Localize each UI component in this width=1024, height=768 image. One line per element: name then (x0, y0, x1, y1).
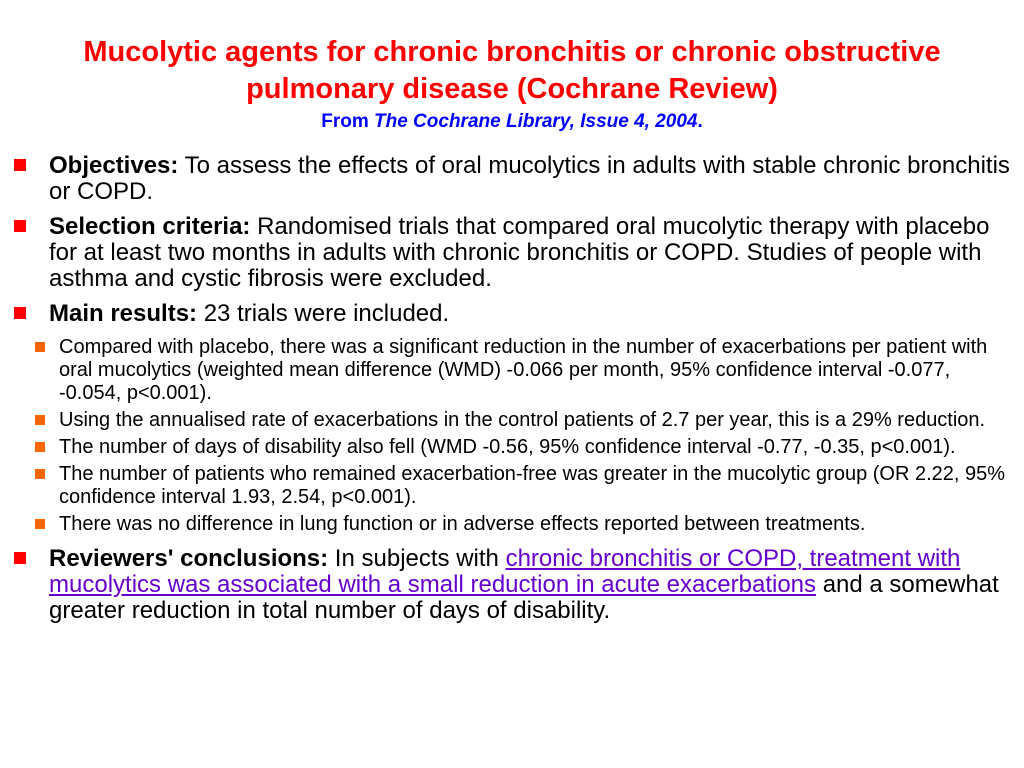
source-line (40, 110, 984, 134)
square-bullet-icon (14, 307, 26, 319)
list-item (14, 336, 1014, 405)
results-text: 23 trials were included. (197, 300, 450, 327)
source-publication: The Cochrane Library, Issue 4, 2004 (374, 111, 698, 132)
result-item-text: Compared with placebo, there was a significant reduction in the number of exacerbations per patient with oral mucolytics (weighted mean difference (WMD) -0.066 per month, 95% confidence interval -0.077, -0.054, p<0.001). (59, 336, 988, 404)
square-bullet-icon (35, 442, 45, 452)
source-prefix: From (321, 111, 374, 132)
square-bullet-icon (35, 415, 45, 425)
objectives-text: To assess the effects of oral mucolytics in adults with stable chronic bronchitis or COPD. (49, 152, 1010, 205)
list-item (14, 436, 1014, 459)
square-bullet-icon (14, 552, 26, 564)
selection-text: Randomised trials that compared oral mucolytic therapy with placebo for at least two months in adults with chronic bronchitis or COPD. Studies of people with asthma and cystic fibrosis were excluded. (49, 213, 990, 292)
square-bullet-icon (35, 469, 45, 479)
bullet-main-results (14, 301, 1014, 327)
square-bullet-icon (35, 519, 45, 529)
square-bullet-icon (14, 220, 26, 232)
result-item-text: The number of patients who remained exacerbation-free was greater in the mucolytic group (OR 2.22, 95% confidence interval 1.93, 2.54, p<0.001). (59, 463, 1006, 508)
bullet-reviewers-conclusions (14, 546, 1014, 624)
list-item (14, 409, 1014, 432)
result-item-text: Using the annualised rate of exacerbations in the control patients of 2.7 per year, this is a 29% reduction. (59, 409, 986, 431)
slide-body (14, 153, 1014, 633)
list-item (14, 463, 1014, 509)
results-label: Main results: (49, 300, 198, 327)
objectives-label: Objectives: (49, 152, 179, 179)
conclusions-link[interactable]: chronic bronchitis or COPD, treatment with mucolytics was associated with a small reduction in acute exacerbations (49, 545, 961, 598)
bullet-selection-criteria (14, 214, 1014, 292)
result-item-text: The number of days of disability also fell (WMD -0.56, 95% confidence interval -0.77, -0.35, p<0.001). (59, 436, 956, 458)
results-sub-list (14, 336, 1014, 536)
title-block (40, 34, 984, 134)
conclusions-label: Reviewers' conclusions: (49, 545, 329, 572)
source-suffix: . (697, 111, 703, 132)
square-bullet-icon (14, 159, 26, 171)
conclusions-text-after: and a somewhat greater reduction in total number of days of disability. (49, 571, 999, 624)
list-item (14, 513, 1014, 536)
square-bullet-icon (35, 342, 45, 352)
slide-title: Mucolytic agents for chronic bronchitis or chronic obstructive pulmonary disease (Cochrane Review) (83, 36, 941, 105)
conclusions-text-before: In subjects with (328, 545, 506, 572)
selection-label: Selection criteria: (49, 213, 251, 240)
bullet-objectives (14, 153, 1014, 205)
result-item-text: There was no difference in lung function or in adverse effects reported between treatments. (59, 513, 866, 535)
